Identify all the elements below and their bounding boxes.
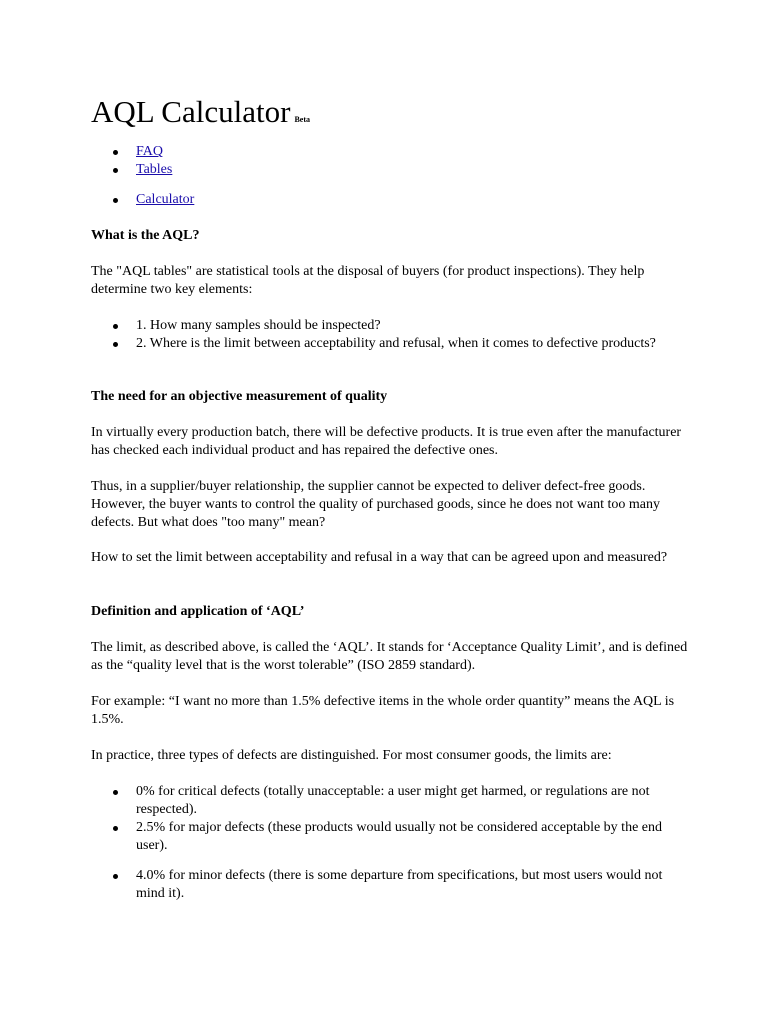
list-item: 4.0% for minor defects (there is some departure from specifications, but most users would not mind it). bbox=[91, 867, 691, 903]
faq-link[interactable]: FAQ bbox=[136, 144, 163, 159]
need-heading: The need for an objective measurement of quality bbox=[91, 389, 388, 404]
calculator-link[interactable]: Calculator bbox=[136, 192, 195, 207]
page-title bbox=[91, 92, 310, 140]
intro-paragraph: The "AQL tables" are statistical tools at the disposal of buyers (for product inspections). They help determine two key elements: bbox=[91, 264, 645, 297]
nav-list bbox=[91, 143, 691, 179]
beta-badge: Beta bbox=[294, 115, 310, 124]
minor-limit-list bbox=[91, 867, 691, 903]
what-is-aql-heading: What is the AQL? bbox=[91, 228, 200, 243]
definition-heading: Definition and application of ‘AQL’ bbox=[91, 604, 305, 619]
definition-paragraph-2: For example: “I want no more than 1.5% defective items in the whole order quantity” means the AQL is 1.5%. bbox=[91, 694, 675, 727]
calculator-nav-list bbox=[91, 191, 691, 209]
page-title-text: AQL Calculator bbox=[91, 94, 291, 129]
defect-limits-list bbox=[91, 783, 691, 855]
need-paragraph-1: In virtually every production batch, there will be defective products. It is true even after the manufacturer has checked each individual product and has repaired the defective ones. bbox=[91, 425, 682, 458]
nav-item-calculator bbox=[91, 191, 691, 209]
need-paragraph-3: How to set the limit between acceptability and refusal in a way that can be agreed upon and measured? bbox=[91, 550, 668, 565]
tables-link[interactable]: Tables bbox=[136, 162, 173, 177]
need-paragraph-2: Thus, in a supplier/buyer relationship, the supplier cannot be expected to deliver defect-free goods. However, the buyer wants to control the quality of purchased goods, since he does not want too many defects. But what does "too many" mean? bbox=[91, 479, 661, 530]
nav-item-tables bbox=[91, 161, 691, 179]
list-item: 1. How many samples should be inspected? bbox=[91, 317, 691, 335]
definition-paragraph-1: The limit, as described above, is called the ‘AQL’. It stands for ‘Acceptance Quality Limit’, and is defined as the “quality level that is the worst tolerable” (ISO 2859 standard). bbox=[91, 640, 688, 673]
nav-item-faq bbox=[91, 143, 691, 161]
key-elements-list bbox=[91, 317, 691, 353]
list-item: 0% for critical defects (totally unacceptable: a user might get harmed, or regulations are not respected). bbox=[91, 783, 691, 819]
definition-paragraph-3: In practice, three types of defects are distinguished. For most consumer goods, the limits are: bbox=[91, 748, 612, 763]
list-item: 2.5% for major defects (these products would usually not be considered acceptable by the end user). bbox=[91, 819, 691, 855]
list-item: 2. Where is the limit between acceptability and refusal, when it comes to defective products? bbox=[91, 335, 691, 353]
